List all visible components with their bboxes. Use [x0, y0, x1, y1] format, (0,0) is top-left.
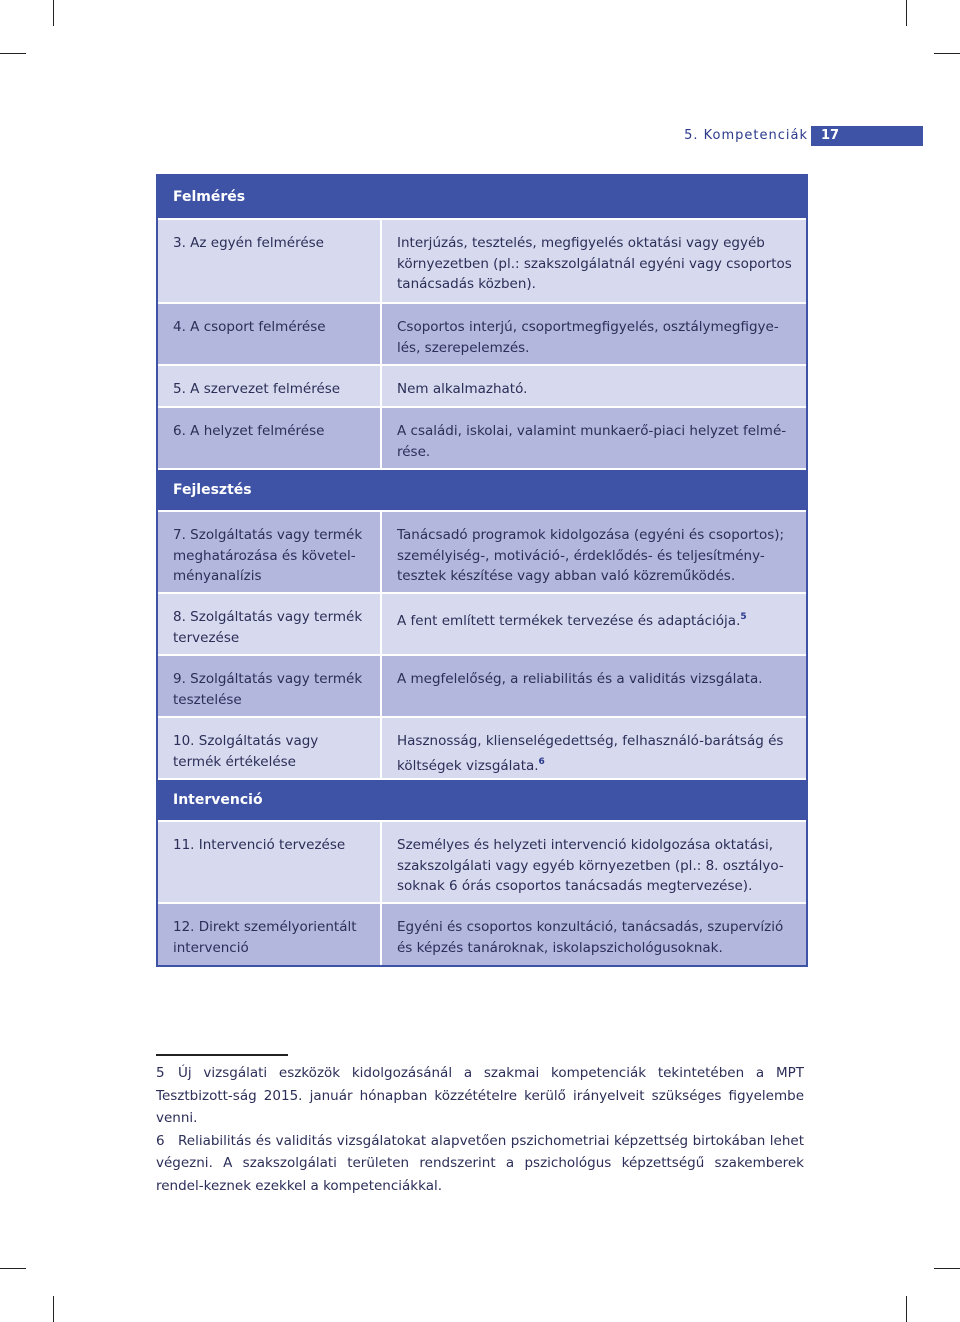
row-description: Egyéni és csoportos konzultáció, tanácsadás, szupervízió és képzés tanároknak, iskolapszichológusoknak. [380, 904, 806, 965]
row-label: 3. Az egyén felmérése [158, 220, 380, 302]
footnote [156, 1062, 804, 1130]
footnote-text: Reliabilitás és validitás vizsgálatokat alapvetően pszichometriai képzettség birtokában lehet végezni. A szakszolgálati területen rendszerint a pszichológus képzettségű szakemberek rendel-keznek ezekkel a kompetenciákkal. [156, 1132, 804, 1194]
crop-mark [934, 1268, 960, 1269]
table-row [158, 302, 806, 364]
competency-table [156, 174, 808, 967]
row-label: 6. A helyzet felmérése [158, 408, 380, 468]
row-label: 10. Szolgáltatás vagy termék értékelése [158, 718, 380, 778]
row-label: 11. Intervenció tervezése [158, 822, 380, 902]
table-row [158, 218, 806, 302]
crop-mark [0, 53, 26, 54]
row-description: Csoportos interjú, csoportmegfigyelés, osztálymegfigye-lés, szerepelemzés. [380, 304, 806, 364]
row-label: 12. Direkt személyorientált intervenció [158, 904, 380, 965]
page-number: 17 [811, 126, 923, 146]
row-description: Interjúzás, tesztelés, megfigyelés oktatási vagy egyéb környezetben (pl.: szakszolgálatnál egyéni vagy csoportos tanácsadás közben). [380, 220, 806, 302]
row-description: Tanácsadó programok kidolgozása (egyéni és csoportos); személyiség-, motiváció-, érdeklődés- és teljesítmény-tesztek készítése vagy abban való közreműködés. [380, 512, 806, 592]
footnote-number: 5 [156, 1065, 165, 1081]
table-row [158, 406, 806, 468]
section-header: Intervenció [158, 778, 806, 820]
table-row [158, 592, 806, 654]
row-description-text: A fent említett termékek tervezése és adaptációja. [397, 613, 741, 629]
row-description [380, 594, 806, 654]
row-label: 9. Szolgáltatás vagy termék tesztelése [158, 656, 380, 716]
row-description: A családi, iskolai, valamint munkaerő-piaci helyzet felmé-rése. [380, 408, 806, 468]
row-description: Személyes és helyzeti intervenció kidolgozása oktatási, szakszolgálati vagy egyéb környezetben (pl.: 8. osztályo-soknak 6 órás csoportos tanácsadás megtervezése). [380, 822, 806, 902]
row-label: 7. Szolgáltatás vagy termék meghatározása és követel-ményanalízis [158, 512, 380, 592]
crop-mark [53, 1296, 54, 1322]
table-row [158, 654, 806, 716]
footnotes [156, 1062, 804, 1197]
table-row [158, 364, 806, 406]
row-description: Nem alkalmazható. [380, 366, 806, 406]
footnote-number: 6 [156, 1132, 165, 1149]
crop-mark [0, 1268, 26, 1269]
section-header: Fejlesztés [158, 468, 806, 510]
crop-mark [906, 0, 907, 26]
table-row [158, 510, 806, 592]
row-description [380, 718, 806, 778]
row-description: A megfelelőség, a reliabilitás és a validitás vizsgálata. [380, 656, 806, 716]
footnote-separator [156, 1054, 288, 1056]
footnote-ref: 5 [740, 612, 747, 622]
footnote-text: Új vizsgálati eszközök kidolgozásánál a szakmai kompetenciák tekintetében a MPT Tesztbizott-ság 2015. január hónapban közzétételre kerülő irányelveit szükséges figyelembe venni. [156, 1065, 804, 1126]
row-description-text: Hasznosság, klienselégedettség, felhasználó-barátság és költségek vizsgálata. [397, 733, 784, 774]
footnote-ref: 6 [538, 756, 545, 767]
crop-mark [53, 0, 54, 26]
table-row [158, 716, 806, 778]
row-label: 4. A csoport felmérése [158, 304, 380, 364]
crop-mark [906, 1296, 907, 1322]
chapter-title: 5. Kompetenciák [684, 128, 808, 143]
crop-mark [934, 53, 960, 54]
row-label: 8. Szolgáltatás vagy termék tervezése [158, 594, 380, 654]
row-label: 5. A szervezet felmérése [158, 366, 380, 406]
table-row [158, 902, 806, 965]
footnote [156, 1130, 804, 1198]
section-header: Felmérés [158, 176, 806, 218]
table-row [158, 820, 806, 902]
